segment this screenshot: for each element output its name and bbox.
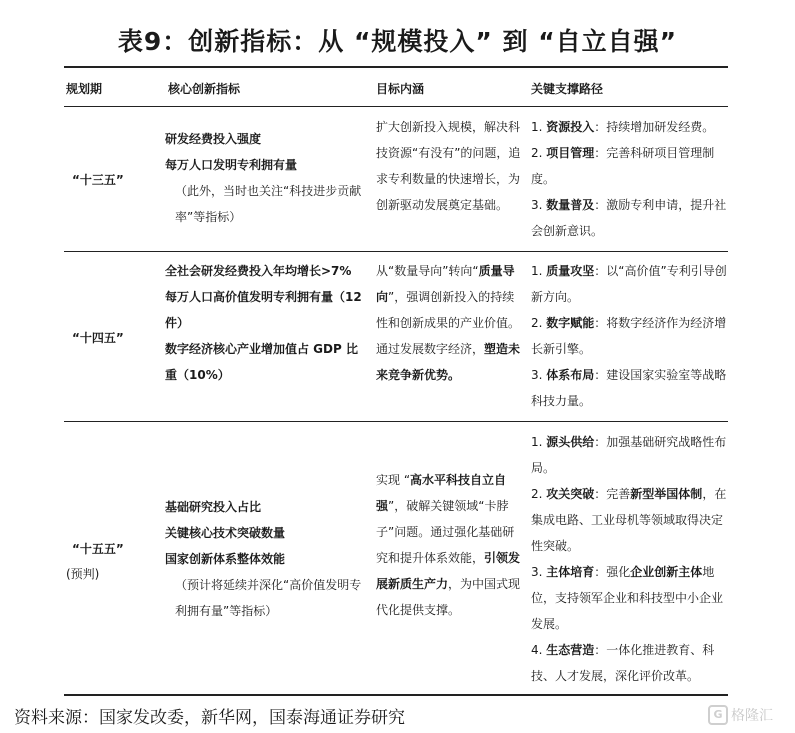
indicator-item: 每万人口发明专利拥有量 [165, 158, 298, 172]
row-divider [64, 251, 728, 252]
path-keyword: 企业创新主体 [630, 565, 703, 579]
indicator-item: 国家创新体系整体效能 [165, 552, 286, 566]
period-label: “十四五” [72, 331, 124, 345]
path-item [531, 140, 731, 192]
path-text: ：建设国家实验室等战略科技力量。 [531, 368, 727, 408]
column-header-indicators: 核心创新指标 [168, 82, 241, 96]
path-text: ：完善科研项目管理制度。 [531, 146, 715, 186]
indicator-item: 全社会研发经费投入年均增长>7% [165, 264, 352, 278]
path-text: ：加强基础研究战略性布局。 [531, 435, 727, 475]
indicator-item: 研发经费投入强度 [165, 132, 262, 146]
path-text: 3. [531, 198, 547, 212]
path-text: 1. [531, 264, 547, 278]
path-keyword: 新型举国体制 [630, 487, 703, 501]
goal-highlight: 高水平科技自立自强 [376, 473, 507, 513]
indicator-list [165, 494, 365, 624]
header-rule [64, 106, 728, 107]
path-keyword: 资源投入 [546, 120, 595, 134]
source-note: 资料来源：国家发改委，新华网，国泰海通证券研究 [14, 708, 405, 728]
path-text: ：将数字经济作为经济增长新引擎。 [531, 316, 727, 356]
goal-highlight: 质量导向 [376, 264, 515, 304]
path-text: ，在集成电路、工业母机等领域取得决定性突破。 [531, 487, 727, 553]
goal-highlight: 塑造未来竞争新优势。 [376, 342, 521, 382]
goal-text [376, 114, 521, 218]
indicator-item: 基础研究投入占比 [165, 500, 262, 514]
path-text: 3. [531, 565, 547, 579]
period-sublabel: (预判) [66, 567, 100, 581]
path-keyword: 主体培育 [546, 565, 595, 579]
indicator-note: （此外，当时也关注“科技进步贡献率”等指标） [175, 184, 362, 224]
path-text: ：以“高价值”专利引导创新方向。 [531, 264, 727, 304]
top-rule [64, 66, 728, 68]
path-text: 地位，支持领军企业和科技型中小企业发展。 [531, 565, 724, 631]
goal-segment: 从“数量导向”转向“ [376, 264, 479, 278]
path-keyword: 项目管理 [546, 146, 595, 160]
goal-segment: 实现 “ [376, 473, 411, 487]
goal-text [376, 258, 521, 388]
goal-segment: ，为中国式现代化提供支撑。 [376, 577, 521, 617]
indicator-list [165, 258, 365, 388]
path-keyword: 源头供给 [546, 435, 595, 449]
indicator-item: 数字经济核心产业增加值占 GDP 比重（10%） [165, 342, 358, 382]
goal-text [376, 467, 521, 623]
path-keyword: 数量普及 [546, 198, 595, 212]
path-list [531, 114, 731, 244]
path-keyword: 体系布局 [546, 368, 595, 382]
path-item [531, 559, 731, 637]
indicator-item: 关键核心技术突破数量 [165, 526, 286, 540]
watermark-logo-icon: G [708, 705, 728, 725]
path-text: ：完善 [594, 487, 631, 501]
watermark-text: 格隆汇 [731, 708, 773, 724]
goal-segment: 扩大创新投入规模，解决科技资源“有没有”的问题，追求专利数量的快速增长，为创新驱动发展奠定基础。 [376, 120, 521, 212]
indicator-list [165, 126, 365, 230]
path-text: 1. [531, 435, 547, 449]
path-item [531, 362, 731, 414]
goal-segment: ”，破解关键领域“卡脖子”问题。通过强化基础研究和提升体系效能， [376, 499, 515, 565]
path-list [531, 258, 731, 414]
indicator-note: （预计将延续并深化“高价值发明专利拥有量”等指标） [175, 578, 362, 618]
path-text: 2. [531, 146, 547, 160]
path-text: ：一体化推进教育、科技、人才发展，深化评价改革。 [531, 643, 715, 683]
row-divider [64, 421, 728, 422]
indicator-item: 每万人口高价值发明专利拥有量（12 件） [165, 290, 362, 330]
path-text: 2. [531, 487, 547, 501]
path-text: 3. [531, 368, 547, 382]
column-header-paths: 关键支撑路径 [531, 82, 604, 96]
path-keyword: 生态营造 [546, 643, 595, 657]
path-text: ：强化 [594, 565, 631, 579]
path-keyword: 攻关突破 [546, 487, 595, 501]
path-text: ：激励专利申请，提升社会创新意识。 [531, 198, 727, 238]
table-title: 表9：创新指标：从 “规模投入” 到 “自立自强” [117, 27, 678, 56]
path-text: ：持续增加研发经费。 [594, 120, 715, 134]
column-header-period: 规划期 [66, 82, 103, 96]
path-list [531, 429, 731, 689]
period-label: “十五五” [72, 542, 124, 556]
path-item [531, 429, 731, 481]
path-item [531, 310, 731, 362]
path-text: 1. [531, 120, 547, 134]
path-keyword: 质量攻坚 [546, 264, 595, 278]
path-item [531, 481, 731, 559]
path-item [531, 637, 731, 689]
path-item [531, 114, 731, 140]
path-item [531, 192, 731, 244]
period-label: “十三五” [72, 173, 124, 187]
path-text: 4. [531, 643, 547, 657]
goal-segment: ”，强调创新投入的持续性和创新成果的产业价值。通过发展数字经济， [376, 290, 521, 356]
watermark-logo [708, 705, 773, 725]
column-header-goal: 目标内涵 [376, 82, 425, 96]
path-text: 2. [531, 316, 547, 330]
bottom-rule [64, 694, 728, 696]
path-keyword: 数字赋能 [546, 316, 595, 330]
path-item [531, 258, 731, 310]
goal-highlight: 引领发展新质生产力 [376, 551, 521, 591]
